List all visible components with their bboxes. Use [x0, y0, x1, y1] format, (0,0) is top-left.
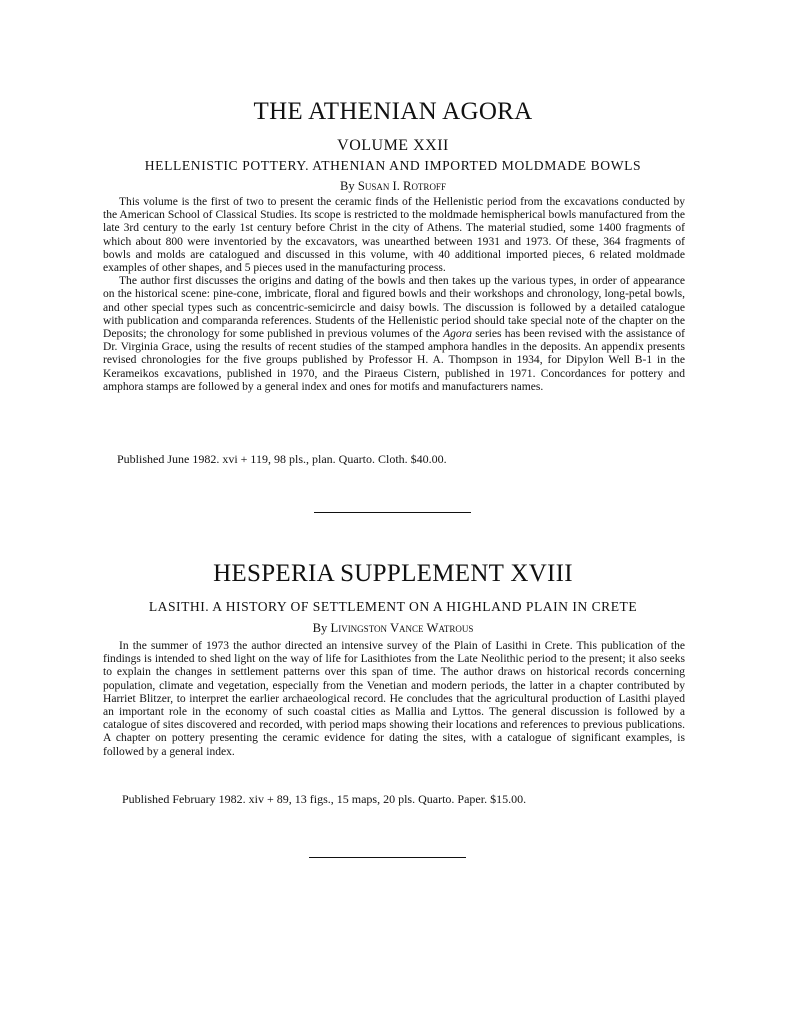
hesperia-paragraph-1: In the summer of 1973 the author directed an intensive survey of the Plain of Lasithi in Crete. This publication of the findings is intended to shed light on the way of life for Lasithiotes from the Late Neolithic period to the present; it also seeks to explain the changes in settlement patterns over this span of time. The author draws on historical records concerning population, climate and vegetation, especially from the Venetian and modern periods, the latter in a chapter contributed by Harriet Blitzer, to interpret the earlier archaeological record. He concludes that the agricultural production of Lasithi played an important role in the economy of such coastal cities as Mallia and Lyttos. The general discussion is followed by a catalogue of sites discovered and recorded, with period maps showing their locations and references to previous publications. A chapter on pottery presenting the ceramic evidence for dating the sites, with a catalogue of significant examples, is followed by a general index.	[103, 640, 685, 758]
hesperia-title: HESPERIA SUPPLEMENT XVIII	[213, 560, 573, 587]
hesperia-author-prefix: By	[312, 621, 328, 635]
hesperia-subtitle: LASITHI. A HISTORY OF SETTLEMENT ON A HIGHLAND PLAIN IN CRETE	[148, 599, 638, 614]
agora-paragraph-2	[103, 275, 685, 394]
section-divider	[314, 512, 471, 513]
agora-description	[103, 196, 685, 394]
agora-paragraph-2-after: series has been revised with the assistance of Dr. Virginia Grace, using the results of recent studies of the stamped amphora handles in the deposits. An appendix presents revised chronologies for the five groups published by Professor H. A. Thompson in 1934, for Dipylon Well B-1 in the Kerameikos excavations, published in 1970, and the Piraeus Cistern, published in 1971. Concordances for pottery and amphora stamps are followed by a general index and ones for motifs and manufacturers names.	[103, 328, 686, 393]
hesperia-author-name: Livingston Vance Watrous	[330, 621, 474, 635]
agora-volume: VOLUME XXII	[337, 137, 449, 154]
hesperia-author	[0, 621, 786, 636]
section-divider	[309, 857, 466, 858]
hesperia-publication-info: Published February 1982. xiv + 89, 13 figs., 15 maps, 20 pls. Quarto. Paper. $15.00.	[122, 792, 527, 806]
agora-author-prefix: By	[340, 179, 355, 193]
agora-author-name: Susan I. Rotroff	[357, 179, 446, 193]
agora-publication-info: Published June 1982. xvi + 119, 98 pls., plan. Quarto. Cloth. $40.00.	[117, 452, 447, 466]
agora-author	[0, 179, 786, 194]
hesperia-description	[103, 640, 685, 759]
agora-title: THE ATHENIAN AGORA	[253, 98, 533, 125]
agora-subtitle: HELLENISTIC POTTERY. ATHENIAN AND IMPORTED MOLDMADE BOWLS	[144, 158, 642, 173]
agora-paragraph-2-before: The author first discusses the origins and dating of the bowls and then takes up the various types, in order of appearance on the historical scene: pine-cone, imbricate, floral and figured bowls and their workshops and chronology, long-petal bowls, and other special types such as concentric-semicircle and daisy bowls. The discussion is followed by a detailed catalogue with publication and comparanda references. Students of the Hellenistic period should take special note of the chapter on the Deposits; the chronology for some published in previous volumes of the	[103, 275, 685, 341]
agora-series-name: Agora	[443, 328, 472, 341]
agora-paragraph-1: This volume is the first of two to present the ceramic finds of the Hellenistic period from the excavations conducted by the American School of Classical Studies. Its scope is restricted to the moldmade hemispherical bowls manufactured from the late 3rd century to the early 1st century before Christ in the city of Athens. The material studied, some 1400 fragments of which about 800 were inventoried by the excavators, was unearthed between 1931 and 1973. Of these, 364 fragments of bowls and molds are catalogued and discussed in this volume, with 40 additional imported pieces, 6 related moldmade examples of other shapes, and 5 pieces used in the manufacturing process.	[103, 196, 685, 275]
